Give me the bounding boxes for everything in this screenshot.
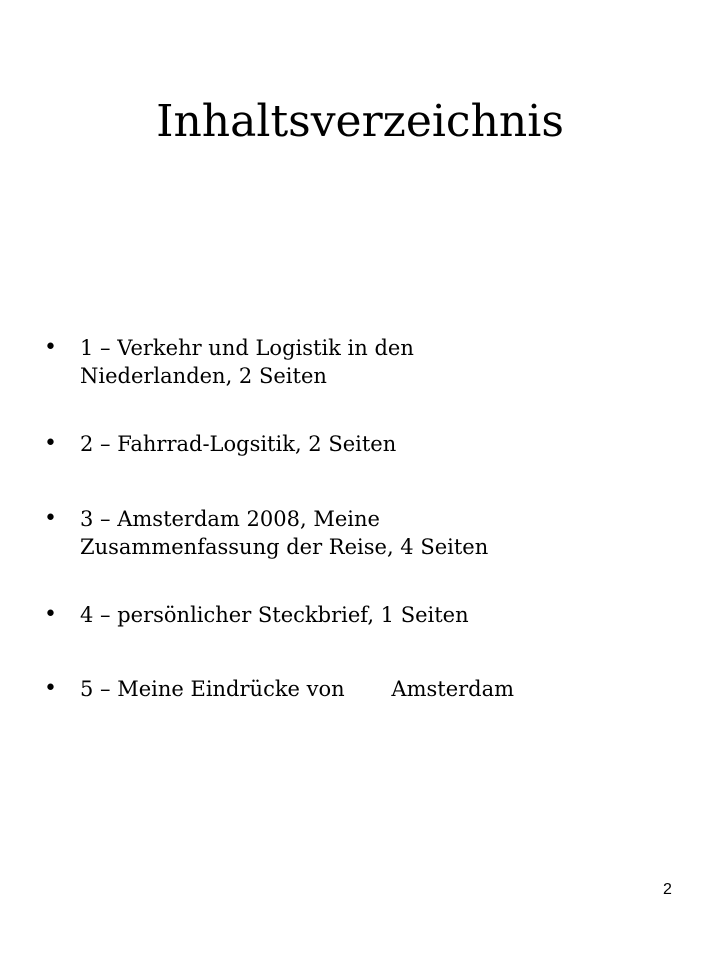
bullet-icon: • [44, 506, 57, 531]
bullet-icon: • [44, 676, 57, 701]
toc-item-text [80, 601, 680, 629]
toc-item-line: Zusammenfassung der Reise, 4 Seiten [80, 535, 489, 559]
page-title: Inhaltsverzeichnis [156, 96, 564, 147]
bullet-icon: • [44, 431, 57, 456]
page-number: 2 [663, 881, 672, 898]
toc-item-text [80, 430, 680, 458]
bullet-icon: • [44, 335, 57, 360]
toc-item-text [80, 505, 680, 561]
toc-item-text [80, 675, 680, 703]
toc-item-line: 5 – Meine Eindrücke von Amsterdam [80, 677, 515, 701]
toc-item-line: Niederlanden, 2 Seiten [80, 364, 327, 388]
toc-item-text [80, 334, 680, 390]
bullet-icon: • [44, 602, 57, 627]
toc-item-line: 1 – Verkehr und Logistik in den [80, 336, 414, 360]
toc-item-line: 4 – persönlicher Steckbrief, 1 Seiten [80, 603, 469, 627]
toc-item-line: 2 – Fahrrad-Logsitik, 2 Seiten [80, 432, 397, 456]
toc-item-line: 3 – Amsterdam 2008, Meine [80, 507, 380, 531]
